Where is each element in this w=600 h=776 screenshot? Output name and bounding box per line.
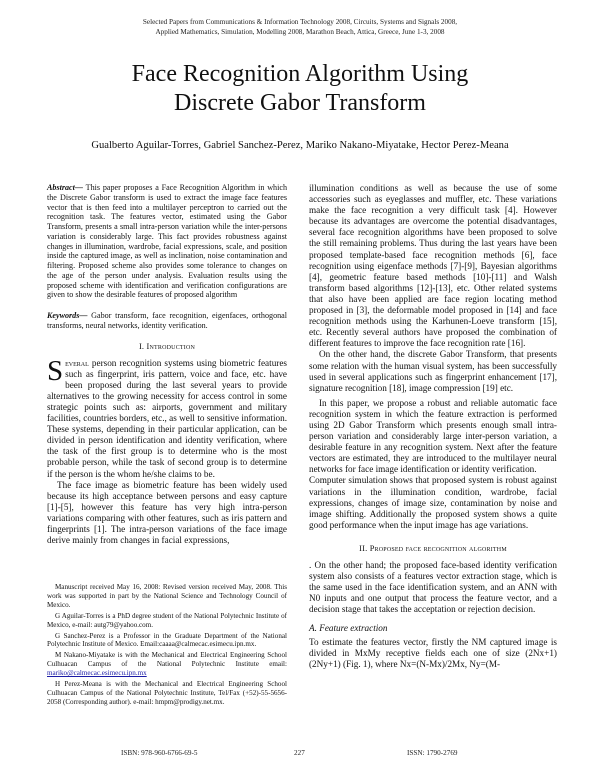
footnote-received: Manuscript received May 16, 2008: Revised version received May, 2008. This work was supported in part by the National Science and Technology Council of Mexico.	[47, 583, 287, 609]
footnote-author-3-text: M Nakano-Miyatake is with the Mechanical and Electrical Engineering School Culhuacan Campus of the National Polytechnic Institute email:	[47, 651, 287, 669]
intro-text-1: person recognition systems using biometric features such as fingerprint, iris pattern, voice and face, etc. have been proposed during the last several years to provide alternatives to the growing necessity for access control in some strategic points such as: airports, government and military facilities, countries borders, etc., as well to sensitive information. These systems, depending in their particular application, can be divided in person identification and identity verification, where the task of the first group is to determine who is the most probable person, while the task of second group is to determine if the person is the whom he/she claims to be.	[47, 357, 287, 479]
header-line-2: Applied Mathematics, Simulation, Modelling 2008, Marathon Beach, Attica, Greece, June 1-3, 2008	[155, 27, 445, 36]
conference-header	[0, 18, 600, 37]
intro-lead-word: everal	[65, 357, 89, 368]
section-2-paragraph-2: To estimate the features vector, firstly the NM captured image is divided in MxMy receptive fields each one of size (2Nx+1)(2Ny+1) (Fig. 1), where Nx=(N-Mx)/2Mx, Ny=(M-	[309, 636, 557, 669]
footer-page-number: 227	[294, 749, 305, 757]
footer-issn: ISSN: 1790-2769	[407, 749, 458, 757]
section-2-heading: II. Proposed face recognition algorithm	[359, 543, 507, 553]
abstract	[47, 183, 287, 300]
title-line-2: Discrete Gabor Transform	[174, 90, 426, 116]
intro-paragraph-2: The face image as biometric feature has been widely used because its high acceptance between persons and easy capture [1]-[5], however this feature has very high intra-person variations comparing with other features, such as iris pattern and fingerprints [1]. The intra-person variations of the face image derive mainly from changes in facial expressions,	[47, 479, 287, 546]
footnote-author-2: G Sanchez-Perez is a Professor in the Graduate Department of the National Polytechnic Institute of Mexico. Email:caaaa@calmecac.esimecu.ipn.mx.	[47, 631, 287, 649]
keywords	[47, 311, 287, 331]
drop-cap: S	[47, 354, 64, 387]
abstract-label: Abstract—	[47, 183, 83, 192]
right-column	[309, 183, 557, 670]
section-2-paragraph-1: . On the other hand; the proposed face-based identity verification system also consists of a features vector extraction stage, which is the same used in the face identification system, and an ANN with N0 inputs and one output that process the feature vector, and a decision stage that takes the acceptation or rejection decision.	[309, 560, 557, 615]
intro-paragraph-3: illumination conditions as well as because the use of some accessories such as eyeglasses and muffler, etc. These variations make the face recognition a very difficult task [4]. However because its advantages are overcome the potential disadvantages, several face recognition algorithms have been proposed to solve the still remaining problems. Thus during the last years have been proposed template-based face recognition methods [6], face recognition using eigenface methods [7]-[9], Bayesian algorithms [4], geometric feature based methods [10]-[11] and Walsh transform based algorithms [12]-[13], etc. Other related systems that also have been applied are face region locating method proposed in [3], the deformable model proposed in [14] and face recognition methods using the Karhunen-Loeve transform [15], etc. Recently several authors have proposed the combination of different features to improve the face recognition rate [16].	[309, 183, 557, 349]
footnote-author-3	[47, 651, 287, 678]
footnote-author-1: G Aguilar-Torres is a PhD degree student of the National Polytechnic Institute of Mexico, e-mail: autg79@yahoo.com.	[47, 611, 287, 629]
email-link[interactable]: mariko@calmecac.esimecu.ipn.mx	[47, 669, 147, 678]
keywords-text: Gabor transform, face recognition, eigenfaces, orthogonal transforms, neural networks, identity verification.	[47, 311, 287, 330]
header-line-1: Selected Papers from Communications & Information Technology 2008, Circuits, Systems and Signals 2008,	[142, 18, 458, 26]
intro-paragraph-1	[47, 354, 287, 480]
abstract-text: This paper proposes a Face Recognition Algorithm in which the Discrete Gabor transform is used to extract the image face features vector that is then feed into a multilayer perceptron to carried out the recognition task. The features vector, estimated using the Gabor Transform, presents a small intra-person variation while the inter-persons variation is considerably large. This fact provides robustness against changes in illumination, wardrobe, facial expressions, scale, and position inside the captured image, as well as inclination, noise contamination and filtering. Proposed scheme also provides some tolerance to changes on the age of the person under analysis. Evaluation results using the proposed scheme with identification and verification configurations are given to show the desirable features of proposed algorithm	[47, 183, 287, 300]
left-column	[47, 183, 287, 546]
title-line-1: Face Recognition Algorithm Using	[131, 61, 469, 87]
paper-title	[0, 60, 600, 118]
author-list: Gualberto Aguilar-Torres, Gabriel Sanchez-Perez, Mariko Nakano-Miyatake, Hector Perez-Meana	[91, 140, 509, 151]
footnote-author-4: H Perez-Meana is with the Mechanical and Electrical Engineering School Culhuacan Campus of the National Polytechnic Institute, Tel/Fax (+52)-55-5656-2058 (Corresponding author). e-mail: hmpm@prodigy.net.mx.	[47, 680, 287, 706]
footnotes	[47, 583, 287, 709]
footer-isbn: ISBN: 978-960-6766-69-5	[121, 749, 198, 757]
intro-paragraph-5: In this paper, we propose a robust and reliable automatic face recognition system in which the feature extraction is performed using 2D Gabor Transform which presents enough small intra-person variation and considerably large inter-person variation, a desirable feature in any recognition system. Next after the feature vectors are estimated, they are introduced to the multilayer neural networks for face image identification or identity verification.	[309, 397, 557, 475]
intro-paragraph-4: On the other hand, the discrete Gabor Transform, that presents some relation with the human visual system, has been successfully used in several applications such as fingerprint enhancement [17], signature recognition [18], image compression [19] etc.	[309, 349, 557, 393]
section-1-heading: I. Introduction	[138, 341, 196, 351]
intro-paragraph-6: Computer simulation shows that proposed system is robust against variations in the illumination condition, wardrobe, facial expressions, changes of image size, contamination by noise and image shifting. Additionally the proposed system shows a quite good performance when the input image has age variations.	[309, 475, 557, 530]
keywords-label: Keywords—	[47, 311, 88, 320]
subsection-heading: A. Feature extraction	[309, 623, 388, 634]
